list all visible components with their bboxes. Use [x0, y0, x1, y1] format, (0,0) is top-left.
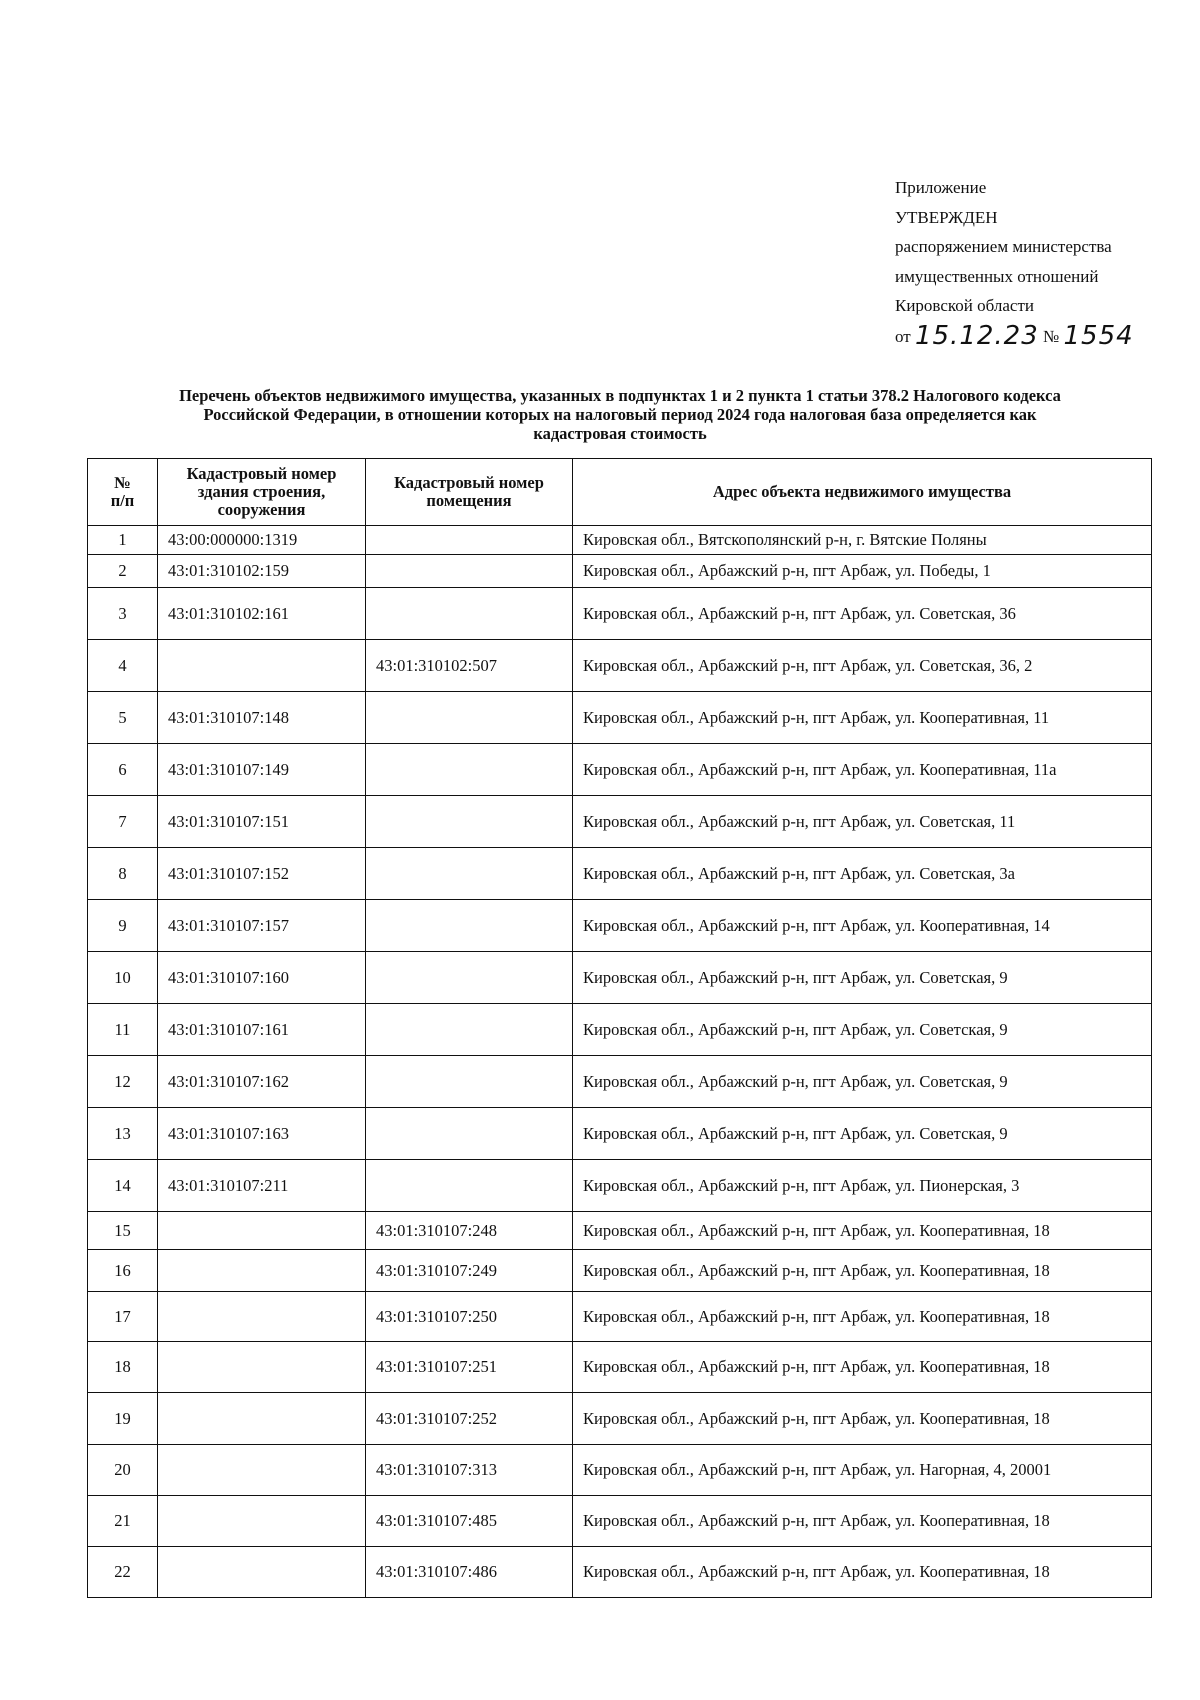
- room-cadastral-cell: [366, 848, 573, 900]
- table-row: [88, 952, 1152, 1004]
- table-row: [88, 1056, 1152, 1108]
- address-cell: Кировская обл., Арбажский р-н, пгт Арбаж, ул. Кооперативная, 18: [573, 1393, 1152, 1445]
- building-cadastral-cell: 43:01:310107:149: [158, 744, 366, 796]
- row-number-cell: 2: [88, 555, 158, 588]
- row-number-cell: 19: [88, 1393, 158, 1445]
- building-cadastral-cell: 43:00:000000:1319: [158, 526, 366, 555]
- room-cadastral-cell: 43:01:310107:486: [366, 1547, 573, 1598]
- header-building-line-2: здания строения,: [197, 482, 326, 501]
- room-cadastral-cell: 43:01:310107:249: [366, 1250, 573, 1292]
- approval-line-2: имущественных отношений: [895, 266, 1099, 286]
- room-cadastral-cell: [366, 900, 573, 952]
- header-room-line-2: помещения: [426, 491, 512, 510]
- address-cell: Кировская обл., Арбажский р-н, пгт Арбаж, ул. Нагорная, 4, 20001: [573, 1445, 1152, 1496]
- building-cadastral-cell: [158, 1292, 366, 1342]
- table-header-row: [88, 459, 1152, 526]
- header-number-line-1: №: [114, 473, 131, 492]
- building-cadastral-cell: [158, 1445, 366, 1496]
- building-cadastral-cell: 43:01:310107:152: [158, 848, 366, 900]
- date-prefix: от: [895, 326, 911, 346]
- building-cadastral-cell: 43:01:310107:163: [158, 1108, 366, 1160]
- row-number-cell: 1: [88, 526, 158, 555]
- building-cadastral-cell: [158, 1547, 366, 1598]
- address-cell: Кировская обл., Арбажский р-н, пгт Арбаж, ул. Кооперативная, 18: [573, 1250, 1152, 1292]
- address-cell: Кировская обл., Арбажский р-н, пгт Арбаж, ул. Кооперативная, 18: [573, 1212, 1152, 1250]
- header-number: [88, 459, 158, 526]
- row-number-cell: 8: [88, 848, 158, 900]
- row-number-cell: 13: [88, 1108, 158, 1160]
- table-row: [88, 1445, 1152, 1496]
- address-cell: Кировская обл., Арбажский р-н, пгт Арбаж, ул. Кооперативная, 18: [573, 1342, 1152, 1393]
- table-row: [88, 1342, 1152, 1393]
- approval-line-1: распоряжением министерства: [895, 237, 1112, 256]
- room-cadastral-cell: 43:01:310107:251: [366, 1342, 573, 1393]
- room-cadastral-cell: [366, 796, 573, 848]
- address-cell: Кировская обл., Арбажский р-н, пгт Арбаж, ул. Советская, 36, 2: [573, 640, 1152, 692]
- room-cadastral-cell: [366, 1056, 573, 1108]
- row-number-cell: 22: [88, 1547, 158, 1598]
- building-cadastral-cell: 43:01:310107:161: [158, 1004, 366, 1056]
- row-number-cell: 16: [88, 1250, 158, 1292]
- title-line-2: Российской Федерации, в отношении которых на налоговый период 2024 года налоговая база определяется как: [203, 405, 1037, 424]
- row-number-cell: 21: [88, 1496, 158, 1547]
- table-row: [88, 1496, 1152, 1547]
- building-cadastral-cell: [158, 1342, 366, 1393]
- building-cadastral-cell: [158, 640, 366, 692]
- table-row: [88, 1250, 1152, 1292]
- row-number-cell: 6: [88, 744, 158, 796]
- room-cadastral-cell: [366, 1160, 573, 1212]
- address-cell: Кировская обл., Арбажский р-н, пгт Арбаж, ул. Победы, 1: [573, 555, 1152, 588]
- address-cell: Кировская обл., Арбажский р-н, пгт Арбаж, ул. Советская, 9: [573, 1056, 1152, 1108]
- room-cadastral-cell: 43:01:310102:507: [366, 640, 573, 692]
- building-cadastral-cell: 43:01:310102:161: [158, 588, 366, 640]
- room-cadastral-cell: 43:01:310107:252: [366, 1393, 573, 1445]
- address-cell: Кировская обл., Арбажский р-н, пгт Арбаж, ул. Советская, 9: [573, 1004, 1152, 1056]
- room-cadastral-cell: [366, 1004, 573, 1056]
- row-number-cell: 17: [88, 1292, 158, 1342]
- address-cell: Кировская обл., Арбажский р-н, пгт Арбаж, ул. Советская, 11: [573, 796, 1152, 848]
- approval-line-3: Кировской области: [895, 296, 1034, 315]
- property-table: [87, 458, 1152, 1598]
- row-number-cell: 12: [88, 1056, 158, 1108]
- row-number-cell: 18: [88, 1342, 158, 1393]
- table-row: [88, 848, 1152, 900]
- building-cadastral-cell: [158, 1212, 366, 1250]
- handwritten-date: 15.12.23: [914, 320, 1039, 351]
- room-cadastral-cell: 43:01:310107:250: [366, 1292, 573, 1342]
- row-number-cell: 4: [88, 640, 158, 692]
- building-cadastral-cell: 43:01:310107:162: [158, 1056, 366, 1108]
- address-cell: Кировская обл., Вятскополянский р-н, г. Вятские Поляны: [573, 526, 1152, 555]
- row-number-cell: 7: [88, 796, 158, 848]
- appendix-label: Приложение: [895, 178, 987, 197]
- address-cell: Кировская обл., Арбажский р-н, пгт Арбаж, ул. Советская, 36: [573, 588, 1152, 640]
- table-row: [88, 1212, 1152, 1250]
- building-cadastral-cell: 43:01:310107:160: [158, 952, 366, 1004]
- table-row: [88, 744, 1152, 796]
- room-cadastral-cell: [366, 952, 573, 1004]
- table-row: [88, 1292, 1152, 1342]
- number-sign: №: [1043, 326, 1060, 346]
- building-cadastral-cell: [158, 1250, 366, 1292]
- header-room-cadastral: [366, 459, 573, 526]
- address-cell: Кировская обл., Арбажский р-н, пгт Арбаж, ул. Кооперативная, 14: [573, 900, 1152, 952]
- approved-label: УТВЕРЖДЕН: [895, 207, 998, 227]
- table-row: [88, 1160, 1152, 1212]
- building-cadastral-cell: 43:01:310107:211: [158, 1160, 366, 1212]
- row-number-cell: 9: [88, 900, 158, 952]
- table-row: [88, 692, 1152, 744]
- table-row: [88, 555, 1152, 588]
- building-cadastral-cell: 43:01:310107:151: [158, 796, 366, 848]
- address-cell: Кировская обл., Арбажский р-н, пгт Арбаж, ул. Пионерская, 3: [573, 1160, 1152, 1212]
- room-cadastral-cell: [366, 588, 573, 640]
- room-cadastral-cell: [366, 555, 573, 588]
- table-row: [88, 640, 1152, 692]
- header-room-line-1: Кадастровый номер: [394, 473, 544, 492]
- address-cell: Кировская обл., Арбажский р-н, пгт Арбаж, ул. Кооперативная, 18: [573, 1547, 1152, 1598]
- table-row: [88, 1547, 1152, 1598]
- address-cell: Кировская обл., Арбажский р-н, пгт Арбаж, ул. Кооперативная, 18: [573, 1496, 1152, 1547]
- building-cadastral-cell: 43:01:310107:148: [158, 692, 366, 744]
- room-cadastral-cell: [366, 526, 573, 555]
- header-number-line-2: п/п: [110, 491, 135, 510]
- row-number-cell: 11: [88, 1004, 158, 1056]
- header-building-line-3: сооружения: [217, 500, 306, 519]
- room-cadastral-cell: 43:01:310107:485: [366, 1496, 573, 1547]
- table-row: [88, 796, 1152, 848]
- address-cell: Кировская обл., Арбажский р-н, пгт Арбаж, ул. Кооперативная, 11а: [573, 744, 1152, 796]
- room-cadastral-cell: 43:01:310107:313: [366, 1445, 573, 1496]
- row-number-cell: 3: [88, 588, 158, 640]
- title-line-3: кадастровая стоимость: [533, 424, 707, 443]
- table-row: [88, 900, 1152, 952]
- building-cadastral-cell: [158, 1393, 366, 1445]
- handwritten-number: 1554: [1063, 320, 1134, 351]
- building-cadastral-cell: [158, 1496, 366, 1547]
- approval-date-line: [895, 320, 1195, 351]
- address-cell: Кировская обл., Арбажский р-н, пгт Арбаж, ул. Кооперативная, 18: [573, 1292, 1152, 1342]
- approval-block: [895, 178, 1195, 356]
- table-row: [88, 526, 1152, 555]
- header-building-line-1: Кадастровый номер: [186, 464, 337, 483]
- room-cadastral-cell: [366, 692, 573, 744]
- header-building-cadastral: [158, 459, 366, 526]
- row-number-cell: 20: [88, 1445, 158, 1496]
- document-title: [90, 386, 1150, 443]
- row-number-cell: 15: [88, 1212, 158, 1250]
- address-cell: Кировская обл., Арбажский р-н, пгт Арбаж, ул. Кооперативная, 11: [573, 692, 1152, 744]
- room-cadastral-cell: [366, 744, 573, 796]
- row-number-cell: 14: [88, 1160, 158, 1212]
- room-cadastral-cell: [366, 1108, 573, 1160]
- address-cell: Кировская обл., Арбажский р-н, пгт Арбаж, ул. Советская, 9: [573, 1108, 1152, 1160]
- table-row: [88, 588, 1152, 640]
- table-row: [88, 1108, 1152, 1160]
- header-address: Адрес объекта недвижимого имущества: [573, 459, 1152, 526]
- room-cadastral-cell: 43:01:310107:248: [366, 1212, 573, 1250]
- row-number-cell: 10: [88, 952, 158, 1004]
- row-number-cell: 5: [88, 692, 158, 744]
- building-cadastral-cell: 43:01:310102:159: [158, 555, 366, 588]
- address-cell: Кировская обл., Арбажский р-н, пгт Арбаж, ул. Советская, 9: [573, 952, 1152, 1004]
- title-line-1: Перечень объектов недвижимого имущества, указанных в подпунктах 1 и 2 пункта 1 статьи 378.2 Налогового кодекса: [179, 386, 1061, 405]
- address-cell: Кировская обл., Арбажский р-н, пгт Арбаж, ул. Советская, 3а: [573, 848, 1152, 900]
- table-row: [88, 1393, 1152, 1445]
- table-row: [88, 1004, 1152, 1056]
- building-cadastral-cell: 43:01:310107:157: [158, 900, 366, 952]
